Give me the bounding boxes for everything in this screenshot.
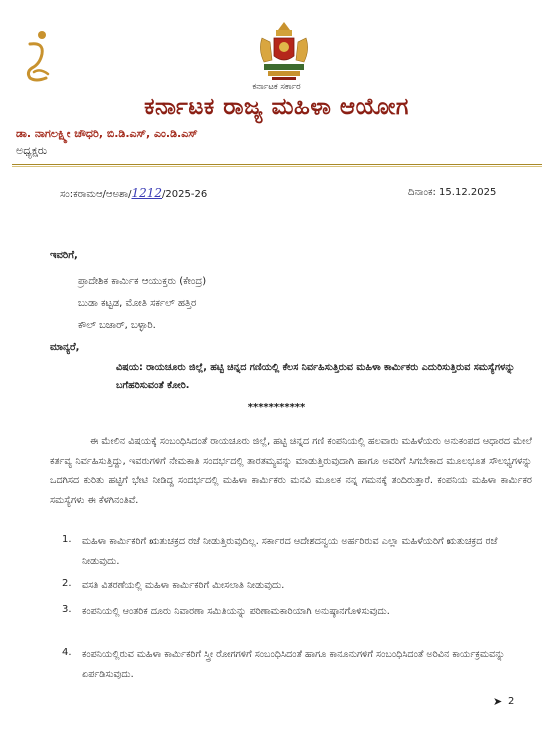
subject-line: ವಿಷಯ: ರಾಯಚೂರು ಜಿಲ್ಲೆ, ಹಟ್ಟಿ ಚಿನ್ನದ ಗಣಿಯಲ್ಲಿ ಕೆಲಸ ನಿರ್ವಹಿಸುತ್ತಿರುವ ಮಹಿಳಾ ಕಾರ್ಮಿಕರು ಎದುರಿಸುತ್ತಿರುವ ಸಮಸ್ಯೆಗಳನ್ನು ಬಗೆಹರಿಸುವಂತೆ ಕೋರಿ. [116,362,515,391]
list-item-number: 3. [62,604,72,615]
reference-handwritten-number: 1212 [131,186,163,200]
date-label: ದಿನಾಂಕ: [408,187,436,198]
addressee-line: ಕೌಲ್ ಬಜಾರ್, ಬಳ್ಳಾರಿ. [78,320,156,331]
page-number: 2 [508,696,515,707]
addressee-label: ಇವರಿಗೆ, [50,250,78,261]
body-paragraph: ಈ ಮೇಲಿನ ವಿಷಯಕ್ಕೆ ಸಂಬಂಧಿಸಿದಂತೆ ರಾಯಚೂರು ಜಿಲ್ಲೆ, ಹಟ್ಟಿ ಚಿನ್ನದ ಗಣಿ ಕಂಪನಿಯಲ್ಲಿ ಹಲವಾರು ಮಹಿಳೆಯರು ಅನುಕಂಪದ ಆಧಾರದ ಮೇಲೆ ಕರ್ತವ್ಯ ನಿರ್ವಹಿಸುತ್ತಿದ್ದು, ಇವರುಗಳಿಗೆ ನೇಮಕಾತಿ ಸಂದರ್ಭದಲ್ಲಿ ತಾರತಮ್ಯವನ್ನು ಮಾಡುತ್ತಿರುವುದಾಗಿ ಹಾಗೂ ಅವರಿಗೆ ಸಿಗಬೇಕಾದ ಮೂಲಭೂತ ಸೌಲಭ್ಯಗಳನ್ನು ಒದಗಿಸದ ಕುರಿತು ಹಟ್ಟಿಗೆ ಭೇಟಿ ನೀಡಿದ್ದ ಸಂದರ್ಭದಲ್ಲಿ ಮಹಿಳಾ ಕಾರ್ಮಿಕರು ಮನವಿ ಮೂಲಕ ನನ್ನ ಗಮನಕ್ಕೆ ತಂದಿರುತ್ತಾರೆ. ಕಂಪನಿಯ ಮಹಿಳಾ ಕಾರ್ಮಿಕರ ಸಮಸ್ಯೆಗಳು ಈ ಕೆಳಗಿನಂತಿವೆ. [50,436,532,506]
chairperson-name: ಡಾ. ನಾಗಲಕ್ಷ್ಮೀ ಚೌಧರಿ, ಬಿ.ಡಿ.ಎಸ್, ಎಂ.ಡಿ.ಎಸ್ [16,127,198,140]
list-item-number: 2. [62,578,72,589]
list-item: ವಸತಿ ವಿತರಣೆಯಲ್ಲಿ ಮಹಿಳಾ ಕಾರ್ಮಿಕರಿಗೆ ಮೀಸಲಾತಿ ನೀಡುವುದು. [82,580,285,591]
separator: *********** [247,402,306,413]
addressee-line: ಬುಡಾ ಕಟ್ಟಡ, ಮೋತಿ ಸರ್ಕಲ್ ಹತ್ತಿರ [78,298,197,309]
commission-logo-icon [22,28,58,84]
reference-prefix: ಸಂ:ಕರಾಮಆ/ಆಅಶಾ/ [60,189,132,200]
reference-suffix: /2025-26 [162,189,208,200]
government-line: ಕರ್ನಾಟಕ ಸರ್ಕಾರ [252,82,301,92]
list-item: ಮಹಿಳಾ ಕಾರ್ಮಿಕರಿಗೆ ಋತುಚಕ್ರದ ರಜೆ ನೀಡುತ್ತಿರುವುದಿಲ್ಲ. ಸರ್ಕಾರದ ಆದೇಶದನ್ವಯ ಅರ್ಹರಿರುವ ಎಲ್ಲಾ ಮಹಿಳೆಯರಿಗೆ ಋತುಚಕ್ರದ ರಜೆ ನೀಡುವುದು. [82,536,498,567]
continue-arrow-icon: ➤ [493,695,503,708]
list-item: ಕಂಪನಿಯಲ್ಲಿರುವ ಮಹಿಳಾ ಕಾರ್ಮಿಕರಿಗೆ ಸ್ತ್ರೀ ರೋಗಗಳಿಗೆ ಸಂಬಂಧಿಸಿದಂತೆ ಹಾಗೂ ಕಾನೂನುಗಳಿಗೆ ಸಂಬಂಧಿಸಿದಂತೆ ಅರಿವಿನ ಕಾರ್ಯಕ್ರಮವನ್ನು ಏರ್ಪಡಿಸುವುದು. [82,649,505,680]
letter-date [408,187,496,198]
reference-number [60,186,207,200]
list-item-number: 1. [62,534,72,545]
salutation: ಮಾನ್ಯರೆ, [50,342,80,353]
state-emblem-icon [254,20,314,82]
organization-name: ಕರ್ನಾಟಕ ರಾಜ್ಯ ಮಹಿಳಾ ಆಯೋಗ [144,94,409,120]
date-value: 15.12.2025 [439,187,497,198]
list-item: ಕಂಪನಿಯಲ್ಲಿ ಆಂತರಿಕ ದೂರು ನಿವಾರಣಾ ಸಮಿತಿಯನ್ನು ಪರಿಣಾಮಕಾರಿಯಾಗಿ ಅನುಷ್ಠಾನಗೊಳಿಸುವುದು. [82,606,390,617]
addressee-line: ಪ್ರಾದೇಶಿಕ ಕಾರ್ಮಿಕ ಆಯುಕ್ತರು (ಕೇಂದ್ರ) [78,276,207,287]
letterhead-rule [12,164,542,165]
letterhead-rule-secondary [12,166,542,167]
list-item-number: 4. [62,647,72,658]
chairperson-title: ಅಧ್ಯಕ್ಷರು [16,144,48,157]
